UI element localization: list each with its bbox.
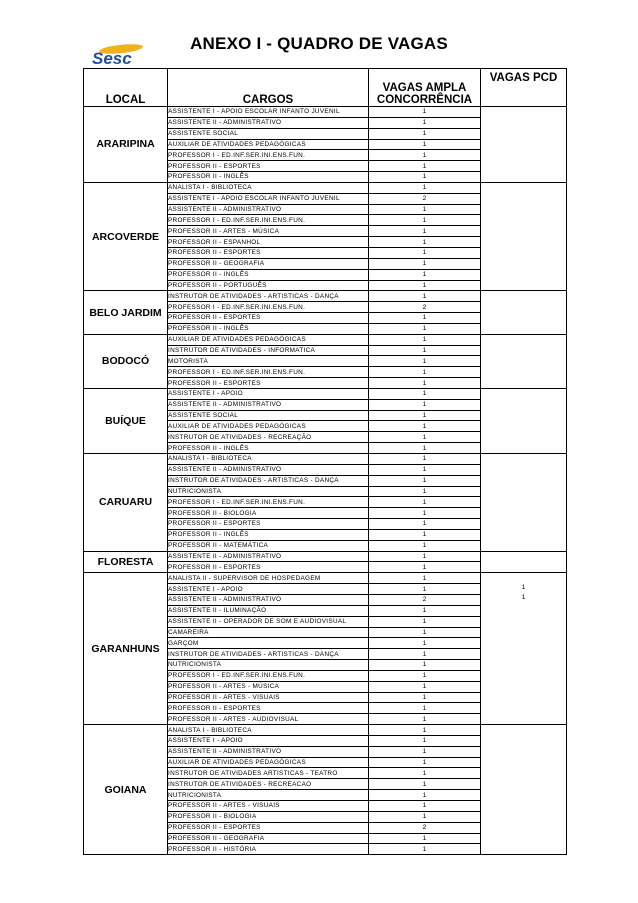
vagas-pcd-cell [481,388,567,453]
vagas-pcd-value [481,764,566,774]
vagas-pcd-value [481,735,566,745]
vagas-ampla-cell: 1 [369,584,481,595]
vagas-pcd-value [481,321,566,331]
vagas-ampla-cell: 1 [369,551,481,562]
cargo-cell: AUXILIAR DE ATIVIDADES PEDAGÓGICAS [168,334,369,345]
vagas-pcd-value [481,662,566,672]
header-vagas-ampla [369,69,481,107]
vagas-ampla-cell: 1 [369,150,481,161]
vagas-pcd-value [481,252,566,262]
vagas-ampla-cell: 2 [369,193,481,204]
vagas-pcd-value [481,117,566,127]
vagas-ampla-cell: 2 [369,594,481,605]
cargo-cell: PROFESSOR II - ARTES - AUDIOVISUAL [168,714,369,725]
cargo-cell: AUXILIAR DE ATIVIDADES PEDAGÓGICAS [168,139,369,150]
vagas-ampla-cell: 1 [369,627,481,638]
vagas-ampla-cell: 1 [369,746,481,757]
cargo-cell: PROFESSOR II - ESPORTES [168,161,369,172]
header-vagas-ampla-line1: VAGAS AMPLA [382,82,467,94]
vagas-pcd-value [481,345,566,355]
vagas-ampla-cell: 1 [369,508,481,519]
vagas-pcd-value [481,262,566,272]
vagas-pcd-value [481,212,566,222]
vagas-pcd-cell [481,182,567,290]
vagas-pcd-value [481,814,566,824]
vagas-ampla-cell: 1 [369,421,481,432]
vagas-pcd-value [481,745,566,755]
vagas-pcd-value [481,774,566,784]
vagas-ampla-cell: 1 [369,638,481,649]
vagas-pcd-value [481,399,566,409]
vagas-ampla-cell: 1 [369,226,481,237]
vagas-pcd-value [481,232,566,242]
cargo-cell: ASSISTENTE SOCIAL [168,128,369,139]
vagas-pcd-value [481,533,566,543]
cargo-cell: ASSISTENTE I - APOIO [168,735,369,746]
cargo-cell: PROFESSOR II - ESPORTES [168,703,369,714]
table-row [84,388,567,399]
cargo-cell: PROFESSOR II - INGLÊS [168,443,369,454]
vagas-ampla-cell: 1 [369,519,481,530]
vagas-ampla-cell: 1 [369,768,481,779]
table-row [84,182,567,193]
vagas-ampla-cell: 1 [369,280,481,291]
vagas-ampla-cell: 1 [369,182,481,193]
cargo-cell: PROFESSOR II - ARTES - MÚSICA [168,681,369,692]
vagas-ampla-cell: 1 [369,269,481,280]
cargo-cell: ANALISTA I - BIBLIOTECA [168,454,369,465]
cargo-cell: ASSISTENTE II - ADMINISTRATIVO [168,551,369,562]
cargo-cell: ASSISTENTE II - ADMINISTRATIVO [168,594,369,605]
local-cell: CARUARU [84,454,168,552]
cargo-cell: AUXILIAR DE ATIVIDADES PEDAGÓGICAS [168,757,369,768]
table-row [84,551,567,562]
vagas-pcd-value [481,291,566,301]
vagas-pcd-value [481,484,566,494]
cargo-cell: PROFESSOR II - GEOGRAFIA [168,258,369,269]
vagas-pcd-value [481,561,566,571]
cargo-cell: PROFESSOR II - ESPORTES [168,822,369,833]
vagas-pcd-value [481,632,566,642]
vagas-pcd-value [481,701,566,711]
local-cell: BELO JARDIM [84,291,168,334]
vagas-pcd-value [481,464,566,474]
cargo-cell: ASSISTENTE I - APOIO [168,584,369,595]
cargo-cell: ASSISTENTE II - ADMINISTRATIVO [168,117,369,128]
vagas-ampla-cell: 1 [369,692,481,703]
local-cell: BUÍQUE [84,388,168,453]
vagas-ampla-cell: 1 [369,616,481,627]
cargo-cell: ASSISTENTE II - ADMINISTRATIVO [168,464,369,475]
vagas-ampla-cell: 1 [369,323,481,334]
cargo-cell: NUTRICIONISTA [168,660,369,671]
cargo-cell: ASSISTENTE II - ILUMINAÇÃO [168,605,369,616]
vagas-pcd-value [481,804,566,814]
vagas-ampla-cell: 1 [369,139,481,150]
cargo-cell: INSTRUTOR DE ATIVIDADES - ARTISTICAS - DANÇA [168,649,369,660]
cargo-cell: PROFESSOR II - BIOLOGIA [168,508,369,519]
local-cell: BODOCÓ [84,334,168,388]
vagas-ampla-cell: 1 [369,215,481,226]
vagas-pcd-value [481,623,566,633]
vagas-pcd-value [481,242,566,252]
local-cell: GARANHUNS [84,573,168,725]
table-row [84,573,567,584]
vagas-pcd-value [481,428,566,438]
cargo-cell: NUTRICIONISTA [168,790,369,801]
vagas-ampla-cell: 1 [369,605,481,616]
vagas-ampla-cell: 1 [369,161,481,172]
vagas-pcd-value [481,389,566,399]
local-cell: ARARIPINA [84,107,168,183]
cargo-cell: PROFESSOR II - INGLÊS [168,529,369,540]
vagas-ampla-cell: 1 [369,779,481,790]
cargo-cell: PROFESSOR II - MATEMÁTICA [168,540,369,551]
cargo-cell: ANALISTA I - BIBLIOTECA [168,725,369,736]
cargo-cell: ASSISTENTE II - OPERADOR DE SOM E AUDIOVISUAL [168,616,369,627]
vagas-pcd-value [481,824,566,834]
vagas-ampla-cell: 1 [369,204,481,215]
vagas-pcd-value [481,107,566,117]
vagas-ampla-cell: 1 [369,486,481,497]
cargo-cell: INSTRUTOR DE ATIVIDADES - RECREACAO [168,779,369,790]
vagas-pcd-cell [481,551,567,573]
cargo-cell: PROFESSOR I - ED.INF.SER.INI.ENS.FUN. [168,670,369,681]
cargo-cell: PROFESSOR I - ED.INF.SER.INI.ENS.FUN. [168,215,369,226]
vagas-ampla-cell: 1 [369,681,481,692]
vagas-ampla-cell: 1 [369,844,481,855]
header-row [84,69,567,107]
vagas-ampla-cell: 1 [369,454,481,465]
vagas-ampla-cell: 1 [369,291,481,302]
vagas-ampla-cell: 1 [369,107,481,118]
vagas-pcd-value [481,474,566,484]
vagas-pcd-cell [481,107,567,183]
vagas-pcd-value [481,493,566,503]
vagas-ampla-cell: 1 [369,313,481,324]
cargo-cell: PROFESSOR II - HISTÓRIA [168,844,369,855]
vagas-ampla-cell: 1 [369,529,481,540]
vagas-ampla-cell: 1 [369,757,481,768]
vagas-ampla-cell: 1 [369,443,481,454]
cargo-cell: PROFESSOR II - BIOLOGIA [168,811,369,822]
vagas-ampla-cell: 1 [369,475,481,486]
vagas-pcd-cell [481,725,567,855]
vagas-pcd-value [481,603,566,613]
vagas-pcd-value [481,183,566,193]
vagas-ampla-cell: 1 [369,649,481,660]
cargo-cell: ASSISTENTE II - ADMINISTRATIVO [168,746,369,757]
vagas-pcd-value [481,311,566,321]
vagas-pcd-cell [481,291,567,334]
page-title: ANEXO I - QUADRO DE VAGAS [190,34,448,53]
vagas-pcd-value [481,642,566,652]
vagas-ampla-cell: 1 [369,378,481,389]
vagas-ampla-cell: 1 [369,703,481,714]
vagas-pcd-value [481,272,566,282]
vagas-ampla-cell: 1 [369,117,481,128]
vagas-pcd-value [481,613,566,623]
vagas-pcd-value [481,691,566,701]
vacancy-table [83,68,567,855]
cargo-cell: ASSISTENTE II - ADMINISTRATIVO [168,399,369,410]
local-cell: GOIANA [84,725,168,855]
table-row [84,107,567,118]
vagas-ampla-cell: 1 [369,334,481,345]
vagas-pcd-value [481,652,566,662]
vagas-pcd-value [481,672,566,682]
vagas-pcd-value [481,222,566,232]
table-row [84,725,567,736]
vagas-ampla-cell: 1 [369,725,481,736]
cargo-cell: INSTRUTOR DE ATIVIDADES - INFORMATICA [168,345,369,356]
vagas-pcd-value [481,523,566,533]
vagas-ampla-cell: 2 [369,302,481,313]
vagas-pcd-value [481,513,566,523]
vagas-pcd-value [481,335,566,345]
cargo-cell: PROFESSOR II - ESPORTES [168,519,369,530]
vagas-ampla-cell: 1 [369,497,481,508]
vagas-pcd-value: 1 [521,593,526,601]
vagas-ampla-cell: 1 [369,172,481,183]
cargo-cell: PROFESSOR II - PORTUGUÊS [168,280,369,291]
cargo-cell: ASSISTENTE II - ADMINISTRATIVO [168,204,369,215]
table-row [84,454,567,465]
vagas-pcd-value [481,418,566,428]
vagas-pcd-value [481,454,566,464]
vagas-pcd-value [481,409,566,419]
vagas-ampla-cell: 1 [369,237,481,248]
vagas-pcd-value [481,166,566,176]
cargo-cell: PROFESSOR II - ARTES - VISUAIS [168,692,369,703]
vagas-ampla-cell: 1 [369,714,481,725]
cargo-cell: PROFESSOR II - ESPORTES [168,562,369,573]
vagas-pcd-value [481,156,566,166]
vagas-ampla-cell: 1 [369,573,481,584]
cargo-cell: INSTRUTOR DE ATIVIDADES ARTISTICAS - TEATRO [168,768,369,779]
cargo-cell: NUTRICIONISTA [168,486,369,497]
cargo-cell: PROFESSOR II - ARTES - MÚSICA [168,226,369,237]
table-body [84,107,567,855]
cargo-cell: PROFESSOR I - ED.INF.SER.INI.ENS.FUN. [168,302,369,313]
vagas-ampla-cell: 1 [369,670,481,681]
header-local: LOCAL [84,69,168,107]
cargo-cell: PROFESSOR II - INGLÊS [168,172,369,183]
cargo-cell: CAMAREIRA [168,627,369,638]
vagas-pcd-cell [481,573,567,725]
vagas-ampla-cell: 2 [369,822,481,833]
cargo-cell: PROFESSOR II - ARTES - VISUAIS [168,801,369,812]
cargo-cell: AUXILIAR DE ATIVIDADES PEDAGÓGICAS [168,421,369,432]
vagas-pcd-value [481,301,566,311]
vagas-ampla-cell: 1 [369,540,481,551]
vagas-ampla-cell: 1 [369,128,481,139]
vagas-pcd-value [481,354,566,364]
vagas-pcd-value [481,755,566,765]
header-vagas-pcd: VAGAS PCD [481,69,567,107]
vagas-pcd-value [481,503,566,513]
vagas-ampla-cell: 1 [369,388,481,399]
vagas-pcd-value [481,833,566,843]
cargo-cell: PROFESSOR II - ESPANHOL [168,237,369,248]
cargo-cell: PROFESSOR I - ED.INF.SER.INI.ENS.FUN. [168,150,369,161]
vagas-ampla-cell: 1 [369,735,481,746]
vagas-ampla-cell: 1 [369,399,481,410]
header-cargos: CARGOS [168,69,369,107]
vagas-ampla-cell: 1 [369,562,481,573]
cargo-cell: PROFESSOR II - ESPORTES [168,247,369,258]
cargo-cell: INSTRUTOR DE ATIVIDADES - ARTISTICAS - DANÇA [168,291,369,302]
vagas-ampla-cell: 1 [369,833,481,844]
vagas-pcd-value [481,364,566,374]
vagas-ampla-cell: 1 [369,464,481,475]
svg-text:Sesc: Sesc [92,49,132,68]
cargo-cell: PROFESSOR II - GEOGRAFIA [168,833,369,844]
cargo-cell: ASSISTENTE I - APOIO [168,388,369,399]
table-row [84,291,567,302]
vagas-pcd-value [481,725,566,735]
table-row [84,334,567,345]
vagas-pcd-cell [481,454,567,552]
vagas-pcd-value [481,137,566,147]
vagas-pcd-value [481,794,566,804]
vagas-ampla-cell: 1 [369,258,481,269]
vagas-pcd-value [481,784,566,794]
vagas-ampla-cell: 1 [369,367,481,378]
cargo-cell: PROFESSOR II - ESPORTES [168,313,369,324]
vagas-ampla-cell: 1 [369,811,481,822]
cargo-cell: ANALISTA II - SUPERVISOR DE HOSPEDAGEM [168,573,369,584]
header-vagas-ampla-line2: CONCORRÊNCIA [376,94,473,106]
vagas-pcd-value: 1 [521,584,526,592]
vagas-pcd-value [481,203,566,213]
vagas-pcd-cell [481,334,567,388]
vagas-ampla-cell: 1 [369,247,481,258]
cargo-cell: ASSISTENTE I - APOIO ESCOLAR INFANTO JUVENIL [168,107,369,118]
vagas-pcd-value [481,193,566,203]
vagas-pcd-value [481,682,566,692]
cargo-cell: INSTRUTOR DE ATIVIDADES - RECREAÇÃO [168,432,369,443]
cargo-cell: ANALISTA I - BIBLIOTECA [168,182,369,193]
cargo-cell: GARÇOM [168,638,369,649]
cargo-cell: PROFESSOR II - ESPORTES [168,378,369,389]
cargo-cell: ASSISTENTE I - APOIO ESCOLAR INFANTO JUVENIL [168,193,369,204]
vagas-pcd-value [481,374,566,384]
cargo-cell: MOTORISTA [168,356,369,367]
cargo-cell: ASSISTENTE SOCIAL [168,410,369,421]
vagas-pcd-value [481,146,566,156]
cargo-cell: PROFESSOR I - ED.INF.SER.INI.ENS.FUN. [168,367,369,378]
local-cell: FLORESTA [84,551,168,573]
vagas-ampla-cell: 1 [369,345,481,356]
vagas-ampla-cell: 1 [369,790,481,801]
cargo-cell: PROFESSOR II - INGLÊS [168,323,369,334]
vagas-pcd-value [481,127,566,137]
vagas-ampla-cell: 1 [369,432,481,443]
local-cell: ARCOVERDE [84,182,168,290]
cargo-cell: PROFESSOR II - INGLÊS [168,269,369,280]
cargo-cell: INSTRUTOR DE ATIVIDADES - ARTISTICAS - DANÇA [168,475,369,486]
vagas-ampla-cell: 1 [369,410,481,421]
vagas-pcd-value [481,573,566,583]
vagas-ampla-cell: 1 [369,660,481,671]
cargo-cell: PROFESSOR I - ED.INF.SER.INI.ENS.FUN. [168,497,369,508]
vagas-ampla-cell: 1 [369,356,481,367]
vagas-pcd-value [481,552,566,562]
vagas-ampla-cell: 1 [369,801,481,812]
vagas-pcd-value [481,438,566,448]
